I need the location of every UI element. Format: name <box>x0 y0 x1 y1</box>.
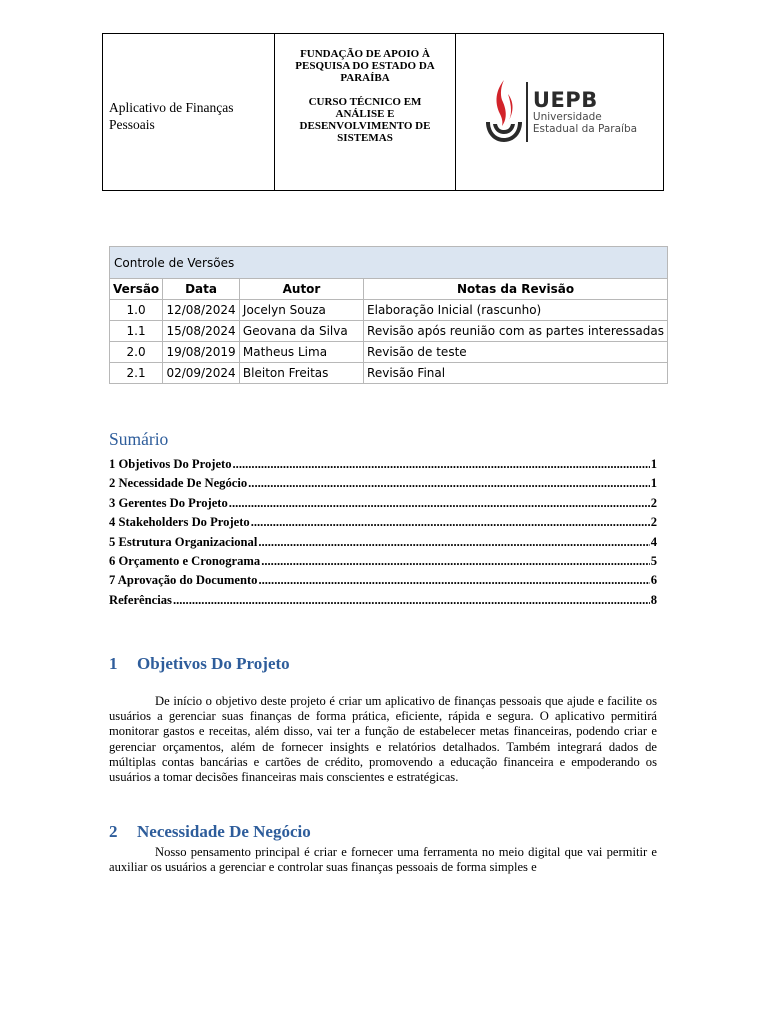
app-title: Aplicativo de Finanças Pessoais <box>109 100 234 132</box>
toc-item-page: 4 <box>650 534 657 549</box>
toc-item-label: 7 Aprovação do Documento <box>109 573 258 588</box>
toc-leader-dots <box>229 496 650 511</box>
section-paragraph-necessidade: Nosso pensamento principal é criar e fornecer uma ferramenta no meio digital que vai permitir e auxiliar os usuários a gerenciar e controlar suas finanças pessoais de forma simples e <box>109 845 657 875</box>
col-header-version: Versão <box>110 279 163 300</box>
toc-item[interactable] <box>109 457 657 476</box>
cell-notes: Elaboração Inicial (rascunho) <box>364 300 668 321</box>
logo-subtitle-2: Estadual da Paraíba <box>532 123 638 135</box>
toc-item-page: 2 <box>650 515 657 530</box>
table-caption: Controle de Versões <box>110 247 668 279</box>
table-row <box>110 300 668 321</box>
cell-notes: Revisão Final <box>364 363 668 384</box>
section-title: Objetivos Do Projeto <box>137 654 290 673</box>
toc-item-label: 4 Stakeholders Do Projeto <box>109 515 250 530</box>
toc-leader-dots <box>173 593 650 608</box>
table-header-row <box>110 279 668 300</box>
cell-date: 15/08/2024 <box>163 321 240 342</box>
cell-notes: Revisão de teste <box>364 342 668 363</box>
toc-leader-dots <box>251 515 650 530</box>
cell-version: 2.0 <box>110 342 163 363</box>
logo-name: UEPB <box>532 88 598 112</box>
toc-item[interactable] <box>109 535 657 554</box>
section-heading-necessidade <box>109 822 311 842</box>
toc-leader-dots <box>258 573 649 588</box>
table-of-contents <box>109 457 657 612</box>
section-number: 2 <box>109 822 118 841</box>
toc-item[interactable] <box>109 573 657 592</box>
toc-leader-dots <box>233 457 650 472</box>
toc-item-label: 1 Objetivos Do Projeto <box>109 457 232 471</box>
toc-leader-dots <box>258 535 649 550</box>
logo-divider <box>526 82 529 142</box>
toc-item-page: 2 <box>650 495 657 510</box>
toc-item[interactable] <box>109 554 657 573</box>
cell-version: 1.1 <box>110 321 163 342</box>
col-header-notes: Notas da Revisão <box>364 279 668 300</box>
table-row <box>110 342 668 363</box>
section-number: 1 <box>109 654 118 673</box>
toc-item[interactable] <box>109 593 657 612</box>
course-name: CURSO TÉCNICO EM ANÁLISE E DESENVOLVIMENTO DE SISTEMAS <box>299 96 431 144</box>
header-title-cell <box>103 34 275 190</box>
logo-subtitle-1: Universidade <box>532 111 602 123</box>
cell-author: Matheus Lima <box>239 342 363 363</box>
logo-text <box>533 89 637 135</box>
section-title: Necessidade De Negócio <box>137 822 311 841</box>
header-table <box>102 33 664 191</box>
toc-item-label: 5 Estrutura Organizacional <box>109 534 258 549</box>
toc-item-label: 3 Gerentes Do Projeto <box>109 495 228 510</box>
section-heading-objetivos <box>109 654 290 674</box>
cell-version: 2.1 <box>110 363 163 384</box>
summary-title: Sumário <box>109 429 169 449</box>
cell-author: Jocelyn Souza <box>239 300 363 321</box>
toc-item-page: 6 <box>650 573 657 588</box>
col-header-date: Data <box>163 279 240 300</box>
toc-leader-dots <box>261 554 649 569</box>
version-control-table <box>109 246 668 384</box>
cell-author: Bleiton Freitas <box>239 363 363 384</box>
cell-date: 19/08/2019 <box>163 342 240 363</box>
col-header-author: Autor <box>239 279 363 300</box>
toc-item[interactable] <box>109 496 657 515</box>
toc-item-page: 8 <box>650 592 657 607</box>
cell-notes: Revisão após reunião com as partes interessadas <box>364 321 668 342</box>
toc-item-page: 1 <box>650 476 657 491</box>
toc-leader-dots <box>248 476 650 491</box>
institution-name: FUNDAÇÃO DE APOIO À PESQUISA DO ESTADO DA PARAÍBA <box>295 48 435 84</box>
table-caption-row <box>110 247 668 279</box>
toc-item[interactable] <box>109 515 657 534</box>
toc-item-label: 6 Orçamento e Cronograma <box>109 553 261 568</box>
section-paragraph-objetivos: De início o objetivo deste projeto é criar um aplicativo de finanças pessoais que ajude e facilite os usuários a gerenciar suas finanças de forma prática, eficiente, rápida e segura. O aplicativo permitirá monitorar gastos e receitas, além disso, vai ter a função de estabelecer metas financeiras, podendo criar e gerenciar orçamentos, além de fornecer insights e relatórios detalhados. Também integrará dados de múltiplas contas bancárias e cartões de crédito, promovendo a educação financeira e empoderando os usuários a tomar decisões financeiras mais conscientes e estratégicas. <box>109 694 657 785</box>
uepb-emblem-icon <box>482 76 526 148</box>
header-logo-cell <box>456 34 663 190</box>
toc-item-label: 2 Necessidade De Negócio <box>109 476 248 491</box>
toc-item-page: 1 <box>650 457 657 471</box>
toc-item-page: 5 <box>650 553 657 568</box>
toc-item[interactable] <box>109 476 657 495</box>
table-row <box>110 321 668 342</box>
cell-date: 12/08/2024 <box>163 300 240 321</box>
header-institution-cell <box>275 34 456 190</box>
toc-item-label: Referências <box>109 592 172 607</box>
cell-date: 02/09/2024 <box>163 363 240 384</box>
cell-author: Geovana da Silva <box>239 321 363 342</box>
table-row <box>110 363 668 384</box>
uepb-logo <box>482 76 637 148</box>
cell-version: 1.0 <box>110 300 163 321</box>
